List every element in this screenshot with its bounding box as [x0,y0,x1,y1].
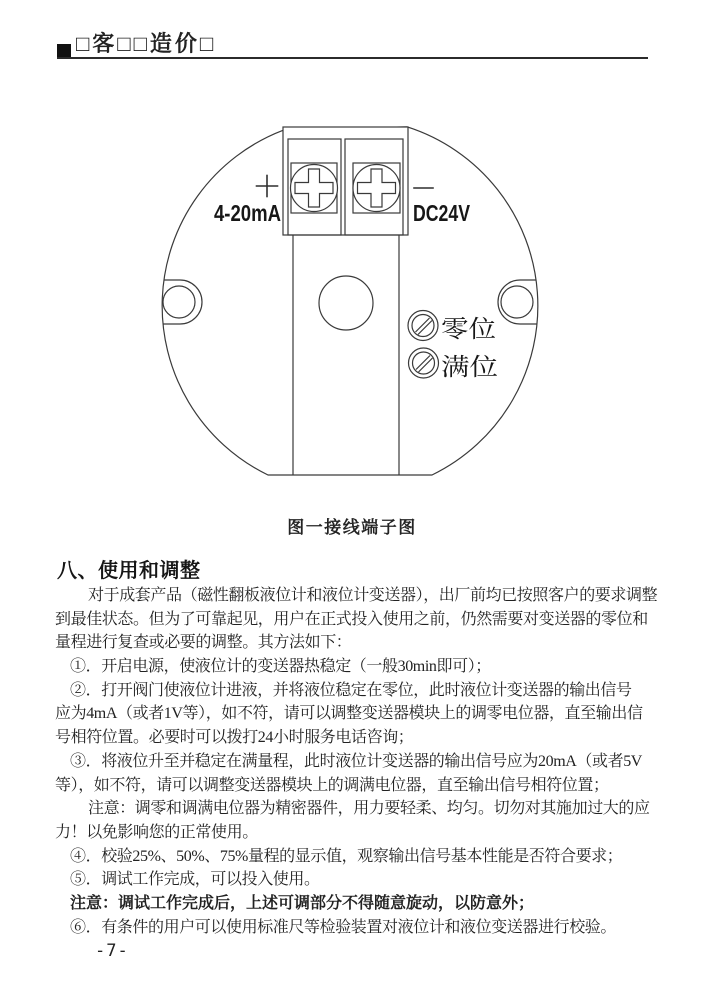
body-line: ⑥．有条件的用户可以使用标准尺等检验装置对液位计和液位变送器进行校验。 [70,918,617,936]
body-line: 力！以免影响您的正常使用。 [55,823,258,841]
full-pot-label: 满位 [441,355,489,381]
body-line: 等），如不符，请可以调整变送器模块上的调满电位器，直至输出信号相符位置； [55,776,609,794]
terminal-left-label: 4-20mA [214,200,281,226]
zero-pot-label: 零位 [441,317,489,343]
body-line: ①．开启电源，使液位计的变送器热稳定（一般30min即可）； [70,658,491,676]
body-line: 注意：调试工作完成后，上述可调部分不得随意旋动，以防意外； [70,894,535,912]
body-line: ②．打开阀门使液位计进液，并将液位稳定在零位，此时液位计变送器的输出信号 [70,681,632,699]
body-line: 号相符位置。必要时可以拨打24小时服务电话咨询； [55,729,414,747]
page-number: -7- [95,941,129,961]
terminal-right-label: DC24V [413,200,471,226]
header-square-icon [57,44,71,58]
body-line: 对于成套产品（磁性翻板液位计和液位计变送器），出厂前均已按照客户的要求调整 [88,587,658,604]
section-heading: 八、使用和调整 [57,560,201,582]
body-line: ③．将液位升至并稳定在满量程，此时液位计变送器的输出信号应为20mA（或者5V [70,752,642,770]
header-title: □客□□造价□ [76,31,217,56]
body-line: 量程进行复查或必要的调整。其方法如下： [55,634,352,652]
body-line: 到最佳状态。但为了可靠起见，用户在正式投入使用之前，仍然需要对变送器的零位和 [55,610,648,628]
body-line: 应为4mA（或者1V等），如不符，请可以调整变送器模块上的调零电位器，直至输出信 [55,705,643,723]
figure-caption: 图一接线端子图 [287,518,417,537]
terminal-diagram [148,104,552,506]
body-line: ④．校验25%、50%、75%量程的显示值，观察输出信号基本性能是否符合要求； [70,847,623,865]
body-line: 注意：调零和调满电位器为精密器件，用力要轻柔、均匀。切勿对其施加过大的应 [88,800,650,818]
header-rule [57,57,648,59]
body-line: ⑤．调试工作完成，可以投入使用。 [70,871,320,889]
section-body [55,584,658,939]
